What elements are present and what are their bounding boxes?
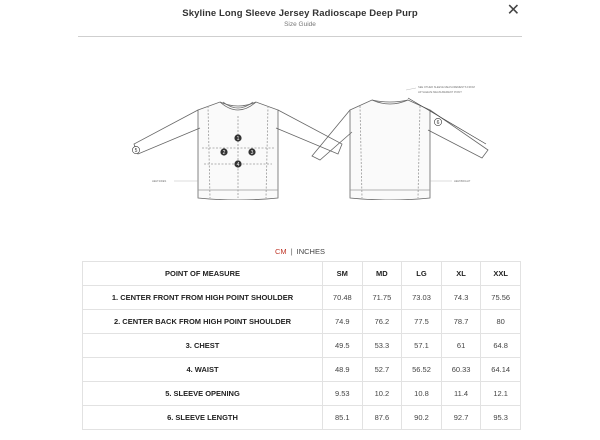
measure-value: 90.2: [402, 406, 442, 430]
header-size-xl: XL: [441, 262, 481, 286]
header-size-lg: LG: [402, 262, 442, 286]
table-row: [83, 406, 521, 430]
back-hem-note: HEM BRIGHT: [454, 180, 471, 183]
measure-value: 57.1: [402, 334, 442, 358]
measure-value: 87.6: [362, 406, 402, 430]
svg-text:2: 2: [222, 150, 226, 156]
svg-text:3: 3: [250, 150, 254, 156]
measure-value: 12.1: [481, 382, 521, 406]
measure-label: 2. CENTER BACK FROM HIGH POINT SHOULDER: [83, 310, 323, 334]
unit-toggle: [0, 247, 600, 256]
measure-value: 78.7: [441, 310, 481, 334]
measure-value: 49.5: [323, 334, 363, 358]
measure-value: 9.53: [323, 382, 363, 406]
measure-value: 92.7: [441, 406, 481, 430]
measure-value: 71.75: [362, 286, 402, 310]
svg-text:4: 4: [236, 162, 240, 168]
measure-value: 85.1: [323, 406, 363, 430]
table-row: [83, 310, 521, 334]
measure-value: 52.7: [362, 358, 402, 382]
measure-value: 76.2: [362, 310, 402, 334]
measure-label: 3. CHEST: [83, 334, 323, 358]
measure-value: 64.8: [481, 334, 521, 358]
measure-value: 10.8: [402, 382, 442, 406]
measure-value: 10.2: [362, 382, 402, 406]
measure-value: 74.3: [441, 286, 481, 310]
measure-value: 95.3: [481, 406, 521, 430]
size-chart-table: [82, 261, 521, 430]
header-size-md: MD: [362, 262, 402, 286]
back-jersey-drawing: [312, 98, 488, 200]
size-guide-subtitle: Size Guide: [284, 21, 316, 28]
measure-value: 74.9: [323, 310, 363, 334]
modal-header: [0, 0, 600, 38]
unit-inches-button[interactable]: INCHES: [296, 247, 325, 256]
measure-label: 4. WAIST: [83, 358, 323, 382]
svg-text:1: 1: [236, 136, 240, 142]
table-row: [83, 382, 521, 406]
measure-value: 61: [441, 334, 481, 358]
measure-label: 5. SLEEVE OPENING: [83, 382, 323, 406]
front-jersey-drawing: [134, 102, 342, 200]
svg-text:5: 5: [134, 148, 138, 154]
table-row: [83, 358, 521, 382]
measure-value: 73.03: [402, 286, 442, 310]
header-size-sm: SM: [323, 262, 363, 286]
measure-value: 70.48: [323, 286, 363, 310]
svg-text:6: 6: [436, 120, 440, 126]
back-note-line-2: HP SLEEVE MEASUREMENT POINT: [418, 91, 462, 94]
measure-label: 6. SLEEVE LENGTH: [83, 406, 323, 430]
jersey-diagram: [120, 80, 500, 200]
measure-value: 53.3: [362, 334, 402, 358]
unit-cm-button[interactable]: CM: [275, 247, 287, 256]
measure-value: 64.14: [481, 358, 521, 382]
header-divider: [78, 36, 522, 37]
table-header-row: [83, 262, 521, 286]
measure-value: 80: [481, 310, 521, 334]
measure-value: 77.5: [402, 310, 442, 334]
measure-label: 1. CENTER FRONT FROM HIGH POINT SHOULDER: [83, 286, 323, 310]
measure-value: 56.52: [402, 358, 442, 382]
measure-value: 48.9: [323, 358, 363, 382]
front-hem-note: HEM SIDES: [152, 180, 167, 183]
product-title: Skyline Long Sleeve Jersey Radioscape Deep Purp: [182, 8, 418, 19]
close-icon[interactable]: ✕: [506, 2, 520, 19]
measure-value: 75.56: [481, 286, 521, 310]
table-row: [83, 286, 521, 310]
header-point-of-measure: POINT OF MEASURE: [83, 262, 323, 286]
measure-value: 60.33: [441, 358, 481, 382]
back-note-line-1: SEE OTHER SLEEVE MEASUREMENTS FROM: [418, 86, 475, 89]
unit-separator: |: [290, 247, 293, 256]
table-row: [83, 334, 521, 358]
measure-value: 11.4: [441, 382, 481, 406]
header-size-xxl: XXL: [481, 262, 521, 286]
